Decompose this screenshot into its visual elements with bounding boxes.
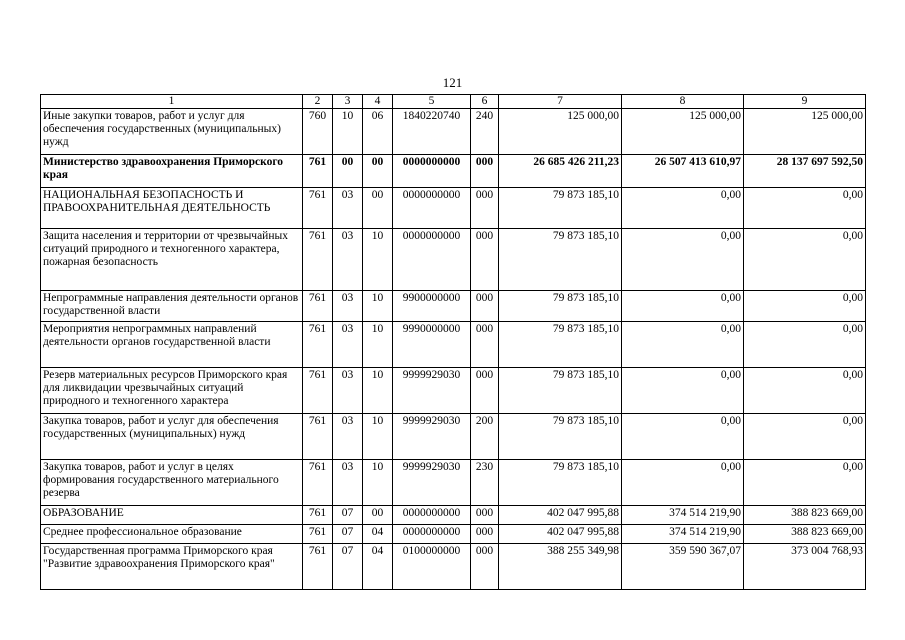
section-code: 10 xyxy=(333,109,363,155)
subsection-code: 00 xyxy=(363,155,393,188)
row-name: Министерство здравоохранения Приморского края xyxy=(41,155,303,188)
section-code: 03 xyxy=(333,414,363,460)
amount-col-7: 402 047 995,88 xyxy=(499,525,622,544)
amount-col-8: 359 590 367,07 xyxy=(622,544,744,590)
amount-col-8: 26 507 413 610,97 xyxy=(622,155,744,188)
column-header: 5 xyxy=(393,95,471,109)
row-name: Иные закупки товаров, работ и услуг для обеспечения государственных (муниципальных) нужд xyxy=(41,109,303,155)
subsection-code: 04 xyxy=(363,525,393,544)
table-row xyxy=(41,322,866,368)
amount-col-8: 0,00 xyxy=(622,291,744,322)
amount-col-7: 26 685 426 211,23 xyxy=(499,155,622,188)
amount-col-7: 79 873 185,10 xyxy=(499,414,622,460)
amount-col-9: 373 004 768,93 xyxy=(744,544,866,590)
amount-col-8: 374 514 219,90 xyxy=(622,506,744,525)
amount-col-7: 388 255 349,98 xyxy=(499,544,622,590)
amount-col-7: 79 873 185,10 xyxy=(499,291,622,322)
table-row xyxy=(41,368,866,414)
section-code: 07 xyxy=(333,525,363,544)
target-article-code: 9990000000 xyxy=(393,322,471,368)
amount-col-7: 79 873 185,10 xyxy=(499,460,622,506)
row-name: Государственная программа Приморского края "Развитие здравоохранения Приморского края" xyxy=(41,544,303,590)
amount-col-9: 0,00 xyxy=(744,460,866,506)
section-code: 07 xyxy=(333,506,363,525)
admin-code: 761 xyxy=(303,322,333,368)
amount-col-9: 0,00 xyxy=(744,414,866,460)
amount-col-9: 388 823 669,00 xyxy=(744,525,866,544)
admin-code: 761 xyxy=(303,368,333,414)
expense-type-code: 230 xyxy=(471,460,499,506)
row-name: ОБРАЗОВАНИЕ xyxy=(41,506,303,525)
amount-col-8: 374 514 219,90 xyxy=(622,525,744,544)
subsection-code: 10 xyxy=(363,368,393,414)
subsection-code: 04 xyxy=(363,544,393,590)
amount-col-8: 0,00 xyxy=(622,322,744,368)
table-row xyxy=(41,460,866,506)
expense-type-code: 000 xyxy=(471,525,499,544)
target-article-code: 0000000000 xyxy=(393,155,471,188)
subsection-code: 06 xyxy=(363,109,393,155)
section-code: 00 xyxy=(333,155,363,188)
admin-code: 761 xyxy=(303,525,333,544)
section-code: 03 xyxy=(333,291,363,322)
section-code: 03 xyxy=(333,229,363,291)
section-code: 03 xyxy=(333,188,363,229)
target-article-code: 0000000000 xyxy=(393,188,471,229)
row-name: Среднее профессиональное образование xyxy=(41,525,303,544)
expense-type-code: 000 xyxy=(471,229,499,291)
expense-type-code: 000 xyxy=(471,368,499,414)
subsection-code: 10 xyxy=(363,229,393,291)
admin-code: 761 xyxy=(303,506,333,525)
amount-col-7: 79 873 185,10 xyxy=(499,368,622,414)
amount-col-9: 388 823 669,00 xyxy=(744,506,866,525)
subsection-code: 10 xyxy=(363,414,393,460)
target-article-code: 9900000000 xyxy=(393,291,471,322)
table-row xyxy=(41,109,866,155)
admin-code: 760 xyxy=(303,109,333,155)
amount-col-8: 0,00 xyxy=(622,414,744,460)
column-header: 3 xyxy=(333,95,363,109)
budget-table xyxy=(40,94,866,590)
subsection-code: 10 xyxy=(363,291,393,322)
admin-code: 761 xyxy=(303,155,333,188)
row-name: Защита населения и территории от чрезвычайных ситуаций природного и техногенного характера, пожарная безопасность xyxy=(41,229,303,291)
section-code: 03 xyxy=(333,460,363,506)
section-code: 07 xyxy=(333,544,363,590)
column-header: 1 xyxy=(41,95,303,109)
admin-code: 761 xyxy=(303,188,333,229)
table-row xyxy=(41,155,866,188)
admin-code: 761 xyxy=(303,460,333,506)
target-article-code: 9999929030 xyxy=(393,368,471,414)
column-header: 9 xyxy=(744,95,866,109)
amount-col-9: 125 000,00 xyxy=(744,109,866,155)
table-body xyxy=(41,109,866,590)
column-header: 4 xyxy=(363,95,393,109)
expense-type-code: 000 xyxy=(471,544,499,590)
amount-col-9: 0,00 xyxy=(744,368,866,414)
amount-col-9: 0,00 xyxy=(744,322,866,368)
admin-code: 761 xyxy=(303,291,333,322)
subsection-code: 10 xyxy=(363,460,393,506)
expense-type-code: 240 xyxy=(471,109,499,155)
section-code: 03 xyxy=(333,322,363,368)
target-article-code: 0000000000 xyxy=(393,525,471,544)
admin-code: 761 xyxy=(303,544,333,590)
admin-code: 761 xyxy=(303,414,333,460)
subsection-code: 10 xyxy=(363,322,393,368)
column-header: 6 xyxy=(471,95,499,109)
table-row xyxy=(41,525,866,544)
column-header: 2 xyxy=(303,95,333,109)
page-number: 121 xyxy=(442,75,463,90)
table-row xyxy=(41,291,866,322)
subsection-code: 00 xyxy=(363,506,393,525)
amount-col-7: 79 873 185,10 xyxy=(499,322,622,368)
target-article-code: 1840220740 xyxy=(393,109,471,155)
row-name: Резерв материальных ресурсов Приморского края для ликвидации чрезвычайных ситуаций природного и техногенного характера xyxy=(41,368,303,414)
subsection-code: 00 xyxy=(363,188,393,229)
expense-type-code: 000 xyxy=(471,291,499,322)
amount-col-8: 0,00 xyxy=(622,229,744,291)
target-article-code: 0000000000 xyxy=(393,506,471,525)
row-name: НАЦИОНАЛЬНАЯ БЕЗОПАСНОСТЬ И ПРАВООХРАНИТЕЛЬНАЯ ДЕЯТЕЛЬНОСТЬ xyxy=(41,188,303,229)
table-row xyxy=(41,544,866,590)
amount-col-8: 0,00 xyxy=(622,368,744,414)
column-header: 8 xyxy=(622,95,744,109)
amount-col-8: 0,00 xyxy=(622,460,744,506)
header-row xyxy=(41,95,866,109)
row-name: Непрограммные направления деятельности органов государственной власти xyxy=(41,291,303,322)
target-article-code: 0100000000 xyxy=(393,544,471,590)
table-row xyxy=(41,506,866,525)
table-row xyxy=(41,414,866,460)
admin-code: 761 xyxy=(303,229,333,291)
amount-col-7: 79 873 185,10 xyxy=(499,229,622,291)
column-header: 7 xyxy=(499,95,622,109)
row-name: Закупка товаров, работ и услуг для обеспечения государственных (муниципальных) нужд xyxy=(41,414,303,460)
amount-col-8: 125 000,00 xyxy=(622,109,744,155)
amount-col-9: 28 137 697 592,50 xyxy=(744,155,866,188)
amount-col-9: 0,00 xyxy=(744,188,866,229)
amount-col-9: 0,00 xyxy=(744,291,866,322)
target-article-code: 9999929030 xyxy=(393,460,471,506)
amount-col-8: 0,00 xyxy=(622,188,744,229)
amount-col-7: 79 873 185,10 xyxy=(499,188,622,229)
table-row xyxy=(41,229,866,291)
section-code: 03 xyxy=(333,368,363,414)
target-article-code: 9999929030 xyxy=(393,414,471,460)
amount-col-7: 402 047 995,88 xyxy=(499,506,622,525)
amount-col-7: 125 000,00 xyxy=(499,109,622,155)
expense-type-code: 000 xyxy=(471,155,499,188)
table-row xyxy=(41,188,866,229)
expense-type-code: 200 xyxy=(471,414,499,460)
row-name: Мероприятия непрограммных направлений деятельности органов государственной власти xyxy=(41,322,303,368)
expense-type-code: 000 xyxy=(471,506,499,525)
row-name: Закупка товаров, работ и услуг в целях формирования государственного материального резерва xyxy=(41,460,303,506)
expense-type-code: 000 xyxy=(471,188,499,229)
expense-type-code: 000 xyxy=(471,322,499,368)
amount-col-9: 0,00 xyxy=(744,229,866,291)
target-article-code: 0000000000 xyxy=(393,229,471,291)
